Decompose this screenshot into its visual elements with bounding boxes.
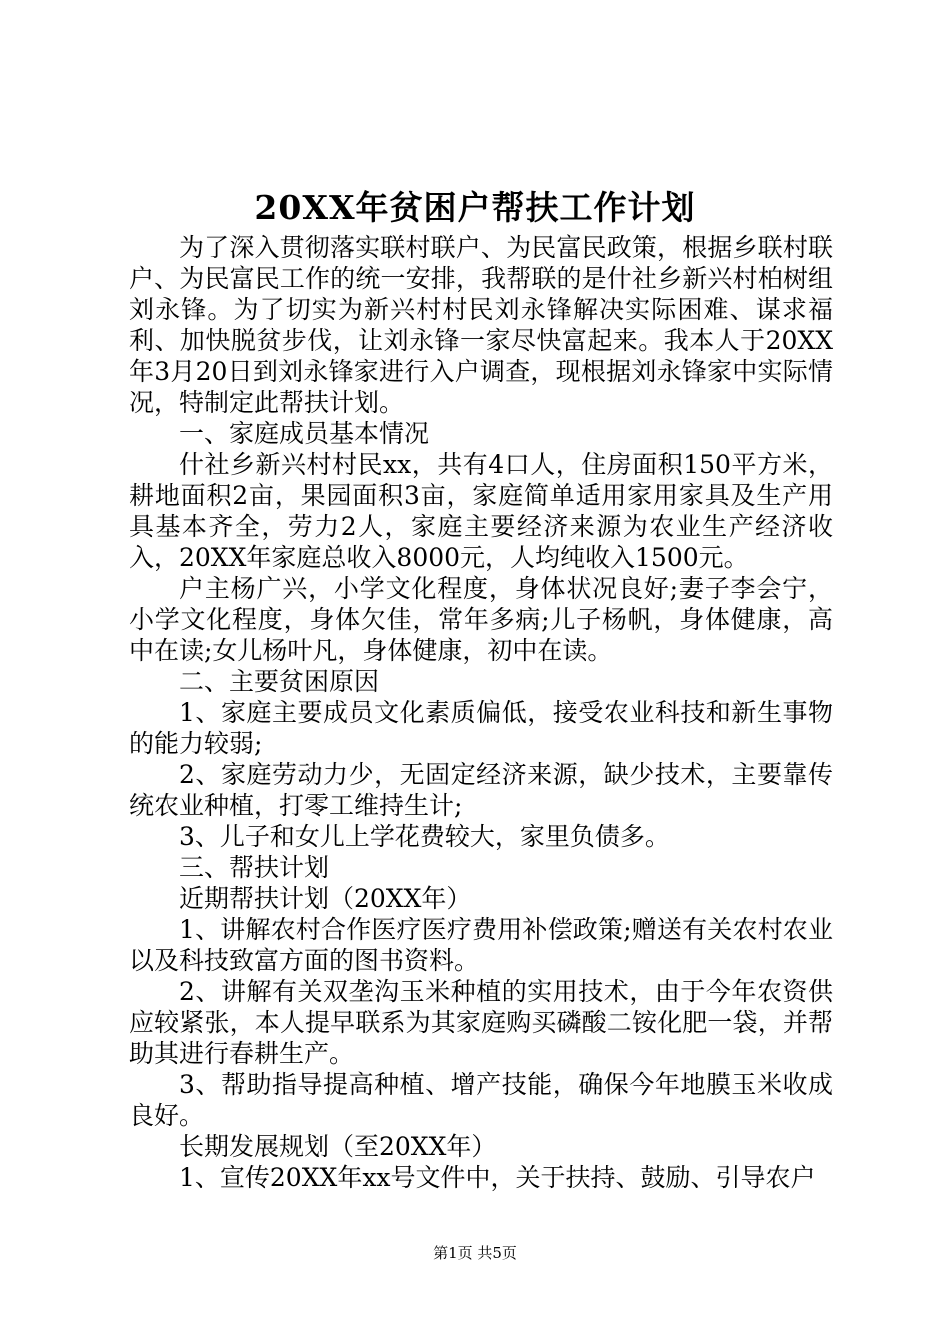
section-heading-family: 一、家庭成员基本情况 [179,419,430,448]
list-item-cause-2: 2、家庭劳动力少，无固定经济来源，缺少技术，主要靠传统农业种植，打零工维持生计; [129,760,833,820]
page-footer: 第1页 共5页 [433,1244,517,1262]
list-item-short-term-2: 2、讲解有关双垄沟玉米种植的实用技术，由于今年农资供应较紧张，本人提早联系为其家庭购买磷酸二铵化肥一袋，并帮助其进行春耕生产。 [129,977,833,1068]
list-item-cause-1: 1、家庭主要成员文化素质偏低，接受农业科技和新生事物的能力较弱; [129,698,833,758]
paragraph-family-basics: 什社乡新兴村村民xx，共有4口人，住房面积150平方米，耕地面积2亩，果园面积3亩，家庭简单适用家用家具及生产用具基本齐全，劳力2人，家庭主要经济来源为农业生产经济收入，20XX年家庭总收入8000元，人均纯收入1500元。 [129,450,833,572]
paragraph-family-members: 户主杨广兴，小学文化程度，身体状况良好;妻子李会宁，小学文化程度，身体欠佳，常年多病;儿子杨帆，身体健康，高中在读;女儿杨叶凡，身体健康，初中在读。 [129,574,833,665]
list-item-cause-3: 3、儿子和女儿上学花费较大，家里负债多。 [179,822,670,851]
subheading-long-term-plan: 长期发展规划（至20XX年） [179,1132,497,1161]
document-body [129,232,833,1193]
list-item-short-term-1: 1、讲解农村合作医疗医疗费用补偿政策;赠送有关农村农业以及科技致富方面的图书资料。 [129,915,833,975]
intro-paragraph: 为了深入贯彻落实联村联户、为民富民政策，根据乡联村联户、为民富民工作的统一安排，我帮联的是什社乡新兴村柏树组刘永锋。为了切实为新兴村村民刘永锋解决实际困难、谋求福利、加快脱贫步伐，让刘永锋一家尽快富起来。我本人于20XX年3月20日到刘永锋家进行入户调查，现根据刘永锋家中实际情况，特制定此帮扶计划。 [129,233,833,417]
document-title: 20XX年贫困户帮扶工作计划 [254,188,696,227]
section-heading-poverty-causes: 二、主要贫困原因 [179,667,380,696]
section-heading-assistance-plan: 三、帮扶计划 [179,853,330,882]
subheading-short-term-plan: 近期帮扶计划（20XX年） [179,884,472,913]
list-item-short-term-3: 3、帮助指导提高种植、增产技能，确保今年地膜玉米收成良好。 [129,1070,833,1130]
list-item-long-term-1: 1、宣传20XX年xx号文件中，关于扶持、鼓励、引导农户 [179,1163,816,1192]
